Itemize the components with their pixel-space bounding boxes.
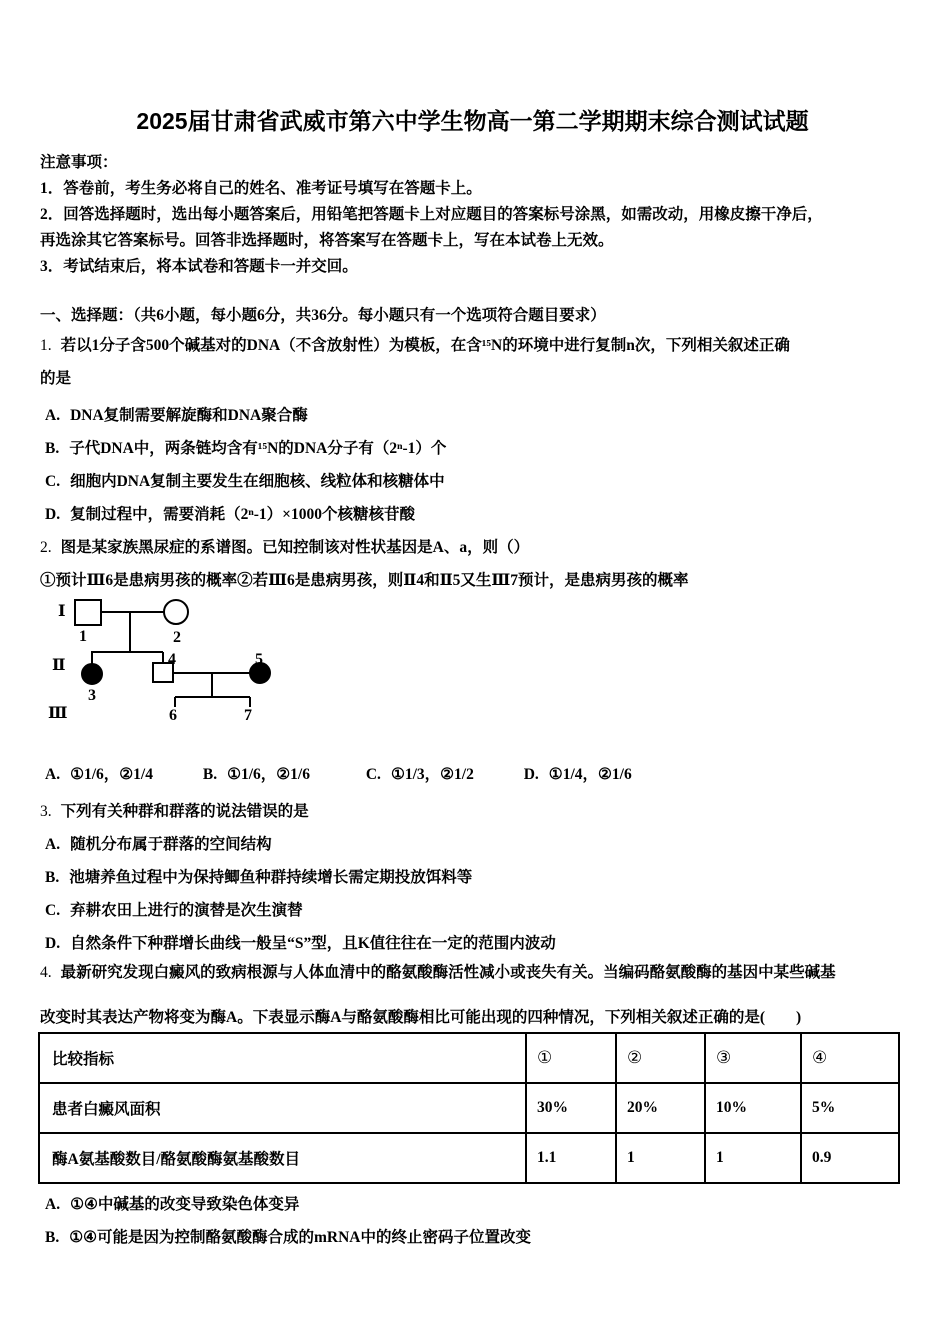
table-header-row — [39, 1033, 899, 1083]
question-4-options — [40, 1188, 905, 1254]
question-3-stem — [40, 795, 905, 828]
option-letter: A. — [45, 1196, 61, 1213]
option-letter: C. — [45, 902, 61, 919]
question-3 — [40, 795, 905, 960]
question-2 — [40, 531, 905, 791]
option-text: ①1/6，②1/6 — [227, 766, 310, 783]
table-cell: 10% — [705, 1083, 801, 1133]
individual-label-4: 4 — [168, 651, 176, 668]
generation-label-1: Ⅰ — [58, 603, 66, 620]
option-text: DNA复制需要解旋酶和DNA聚合酶 — [70, 407, 308, 424]
table-header-cell: ② — [616, 1033, 705, 1083]
option-text: 随机分布属于群落的空间结构 — [70, 836, 272, 853]
notice-line-3: 3．考试结束后，将本试卷和答题卡一并交回。 — [40, 258, 358, 275]
table-cell: 5% — [801, 1083, 899, 1133]
table-cell: 1 — [705, 1133, 801, 1183]
individual-label-6: 6 — [169, 707, 177, 724]
option-text: 自然条件下种群增长曲线一般呈“S”型，且K值往往在一定的范围内波动 — [70, 935, 556, 952]
option-letter: B. — [45, 869, 60, 886]
table-row — [39, 1133, 899, 1183]
table-cell: 1.1 — [526, 1133, 616, 1183]
individual-label-5: 5 — [255, 651, 263, 668]
section-header: 一、选择题：（共6小题，每小题6分，共36分。每小题只有一个选项符合题目要求） — [40, 307, 606, 324]
option-letter: A. — [45, 407, 61, 424]
option-text: ①④中碱基的改变导致染色体变异 — [70, 1196, 300, 1213]
option-letter: C. — [45, 473, 61, 490]
question-2-stem — [40, 531, 905, 564]
option-text: 细胞内DNA复制主要发生在细胞核、线粒体和核糖体中 — [70, 473, 445, 490]
option-letter: B. — [45, 440, 60, 457]
question-2-text: 图是某家族黑尿症的系谱图。已知控制该对性状基因是A、a，则（） — [60, 539, 530, 556]
individual-label-3: 3 — [88, 687, 96, 704]
notice-heading: 注意事项： — [40, 154, 118, 171]
table-cell: 酶A氨基酸数目/酪氨酸酶氨基酸数目 — [39, 1133, 526, 1183]
option-row — [40, 828, 905, 861]
option-letter: D. — [45, 935, 61, 952]
notice-section — [40, 150, 905, 280]
question-1-number: 1. — [40, 337, 52, 354]
question-4-number: 4. — [40, 964, 52, 981]
option-row — [40, 432, 905, 465]
table-cell: 患者白癜风面积 — [39, 1083, 526, 1133]
question-4-text-line2: 改变时其表达产物将变为酶A。下表显示酶A与酪氨酸酶相比可能出现的四种情况，下列相关叙述正确的是( ) — [40, 1009, 802, 1026]
option-text: ①④可能是因为控制酪氨酸酶合成的mRNA中的终止密码子位置改变 — [69, 1229, 532, 1246]
table-header-cell: ④ — [801, 1033, 899, 1083]
question-1-text: 若以1分子含500个碱基对的DNA（不含放射性）为模板，在含¹⁵N的环境中进行复制n次，下列相关叙述正确 — [60, 337, 790, 354]
option-letter: C. — [365, 766, 381, 783]
option-row — [40, 1188, 905, 1221]
option-text: 子代DNA中，两条链均含有¹⁵N的DNA分子有（2ⁿ-1）个 — [69, 440, 447, 457]
option-row — [40, 894, 905, 927]
option-row — [524, 758, 632, 791]
table-header-cell: ① — [526, 1033, 616, 1083]
option-letter: D. — [523, 766, 539, 783]
option-letter: B. — [202, 766, 218, 783]
pedigree-individual-3-female-affected — [82, 664, 102, 684]
question-1-text-line2: 的是 — [40, 370, 72, 387]
notice-line-2: 2．回答选择题时，选出每小题答案后，用铅笔把答题卡上对应题目的答案标号涂黑，如需改动，用橡皮擦干净后， — [40, 206, 823, 223]
option-letter: A. — [45, 836, 61, 853]
question-4-text: 最新研究发现白癜风的致病根源与人体血清中的酪氨酸酶活性减小或丧失有关。当编码酪氨酸酶的基因中某些碱基 — [60, 964, 836, 981]
option-row — [40, 1221, 905, 1254]
option-text: 池塘养鱼过程中为保持鲫鱼种群持续增长需定期投放饵料等 — [69, 869, 473, 886]
pedigree-diagram — [40, 588, 360, 728]
question-3-text: 下列有关种群和群落的说法错误的是 — [60, 803, 309, 820]
page-title: 2025届甘肃省武威市第六中学生物高一第二学期期末综合测试试题 — [136, 108, 809, 134]
comparison-table — [38, 1032, 900, 1184]
option-letter: A. — [45, 766, 61, 783]
option-row — [45, 758, 153, 791]
question-4 — [40, 950, 905, 1254]
option-text: ①1/6，②1/4 — [70, 766, 153, 783]
question-1 — [40, 329, 905, 531]
individual-label-1: 1 — [79, 628, 87, 645]
generation-label-2: Ⅱ — [52, 657, 66, 674]
question-1-options — [40, 399, 905, 531]
pedigree-individual-1-male — [75, 600, 101, 625]
option-text: ①1/4，②1/6 — [548, 766, 632, 783]
table-cell: 0.9 — [801, 1133, 899, 1183]
option-row — [40, 498, 905, 531]
individual-label-7: 7 — [244, 707, 252, 724]
option-row — [40, 861, 905, 894]
option-letter: D. — [45, 506, 61, 523]
option-row — [40, 465, 905, 498]
individual-label-2: 2 — [173, 629, 181, 646]
option-text: 弃耕农田上进行的演替是次生演替 — [70, 902, 303, 919]
option-row — [366, 758, 474, 791]
option-text: ①1/3，②1/2 — [390, 766, 474, 783]
option-row — [203, 758, 310, 791]
table-cell: 1 — [616, 1133, 705, 1183]
question-2-options — [40, 758, 905, 791]
question-3-number: 3. — [40, 803, 52, 820]
table-header-cell: ③ — [705, 1033, 801, 1083]
generation-label-3: Ⅲ — [48, 705, 68, 722]
question-2-subline: ①预计Ⅲ6是患病男孩的概率②若Ⅲ6是患病男孩，则Ⅱ4和Ⅱ5又生Ⅲ7预计，是患病男孩的概率 — [40, 572, 689, 589]
option-letter: B. — [45, 1229, 60, 1246]
question-4-stem — [40, 950, 905, 1040]
question-2-number: 2. — [40, 539, 52, 556]
table-cell: 20% — [616, 1083, 705, 1133]
option-text: 复制过程中，需要消耗（2ⁿ-1）×1000个核糖核苷酸 — [70, 506, 415, 523]
question-3-options — [40, 828, 905, 960]
table-row — [39, 1083, 899, 1133]
option-row — [40, 399, 905, 432]
notice-line-1: 1．答卷前，考生务必将自己的姓名、准考证号填写在答题卡上。 — [40, 180, 482, 197]
question-1-stem — [40, 329, 905, 395]
table-header-cell: 比较指标 — [39, 1033, 526, 1083]
table-cell: 30% — [526, 1083, 616, 1133]
notice-line-2b: 再选涂其它答案标号。回答非选择题时，将答案写在答题卡上，写在本试卷上无效。 — [40, 232, 614, 249]
pedigree-individual-2-female — [164, 600, 188, 624]
